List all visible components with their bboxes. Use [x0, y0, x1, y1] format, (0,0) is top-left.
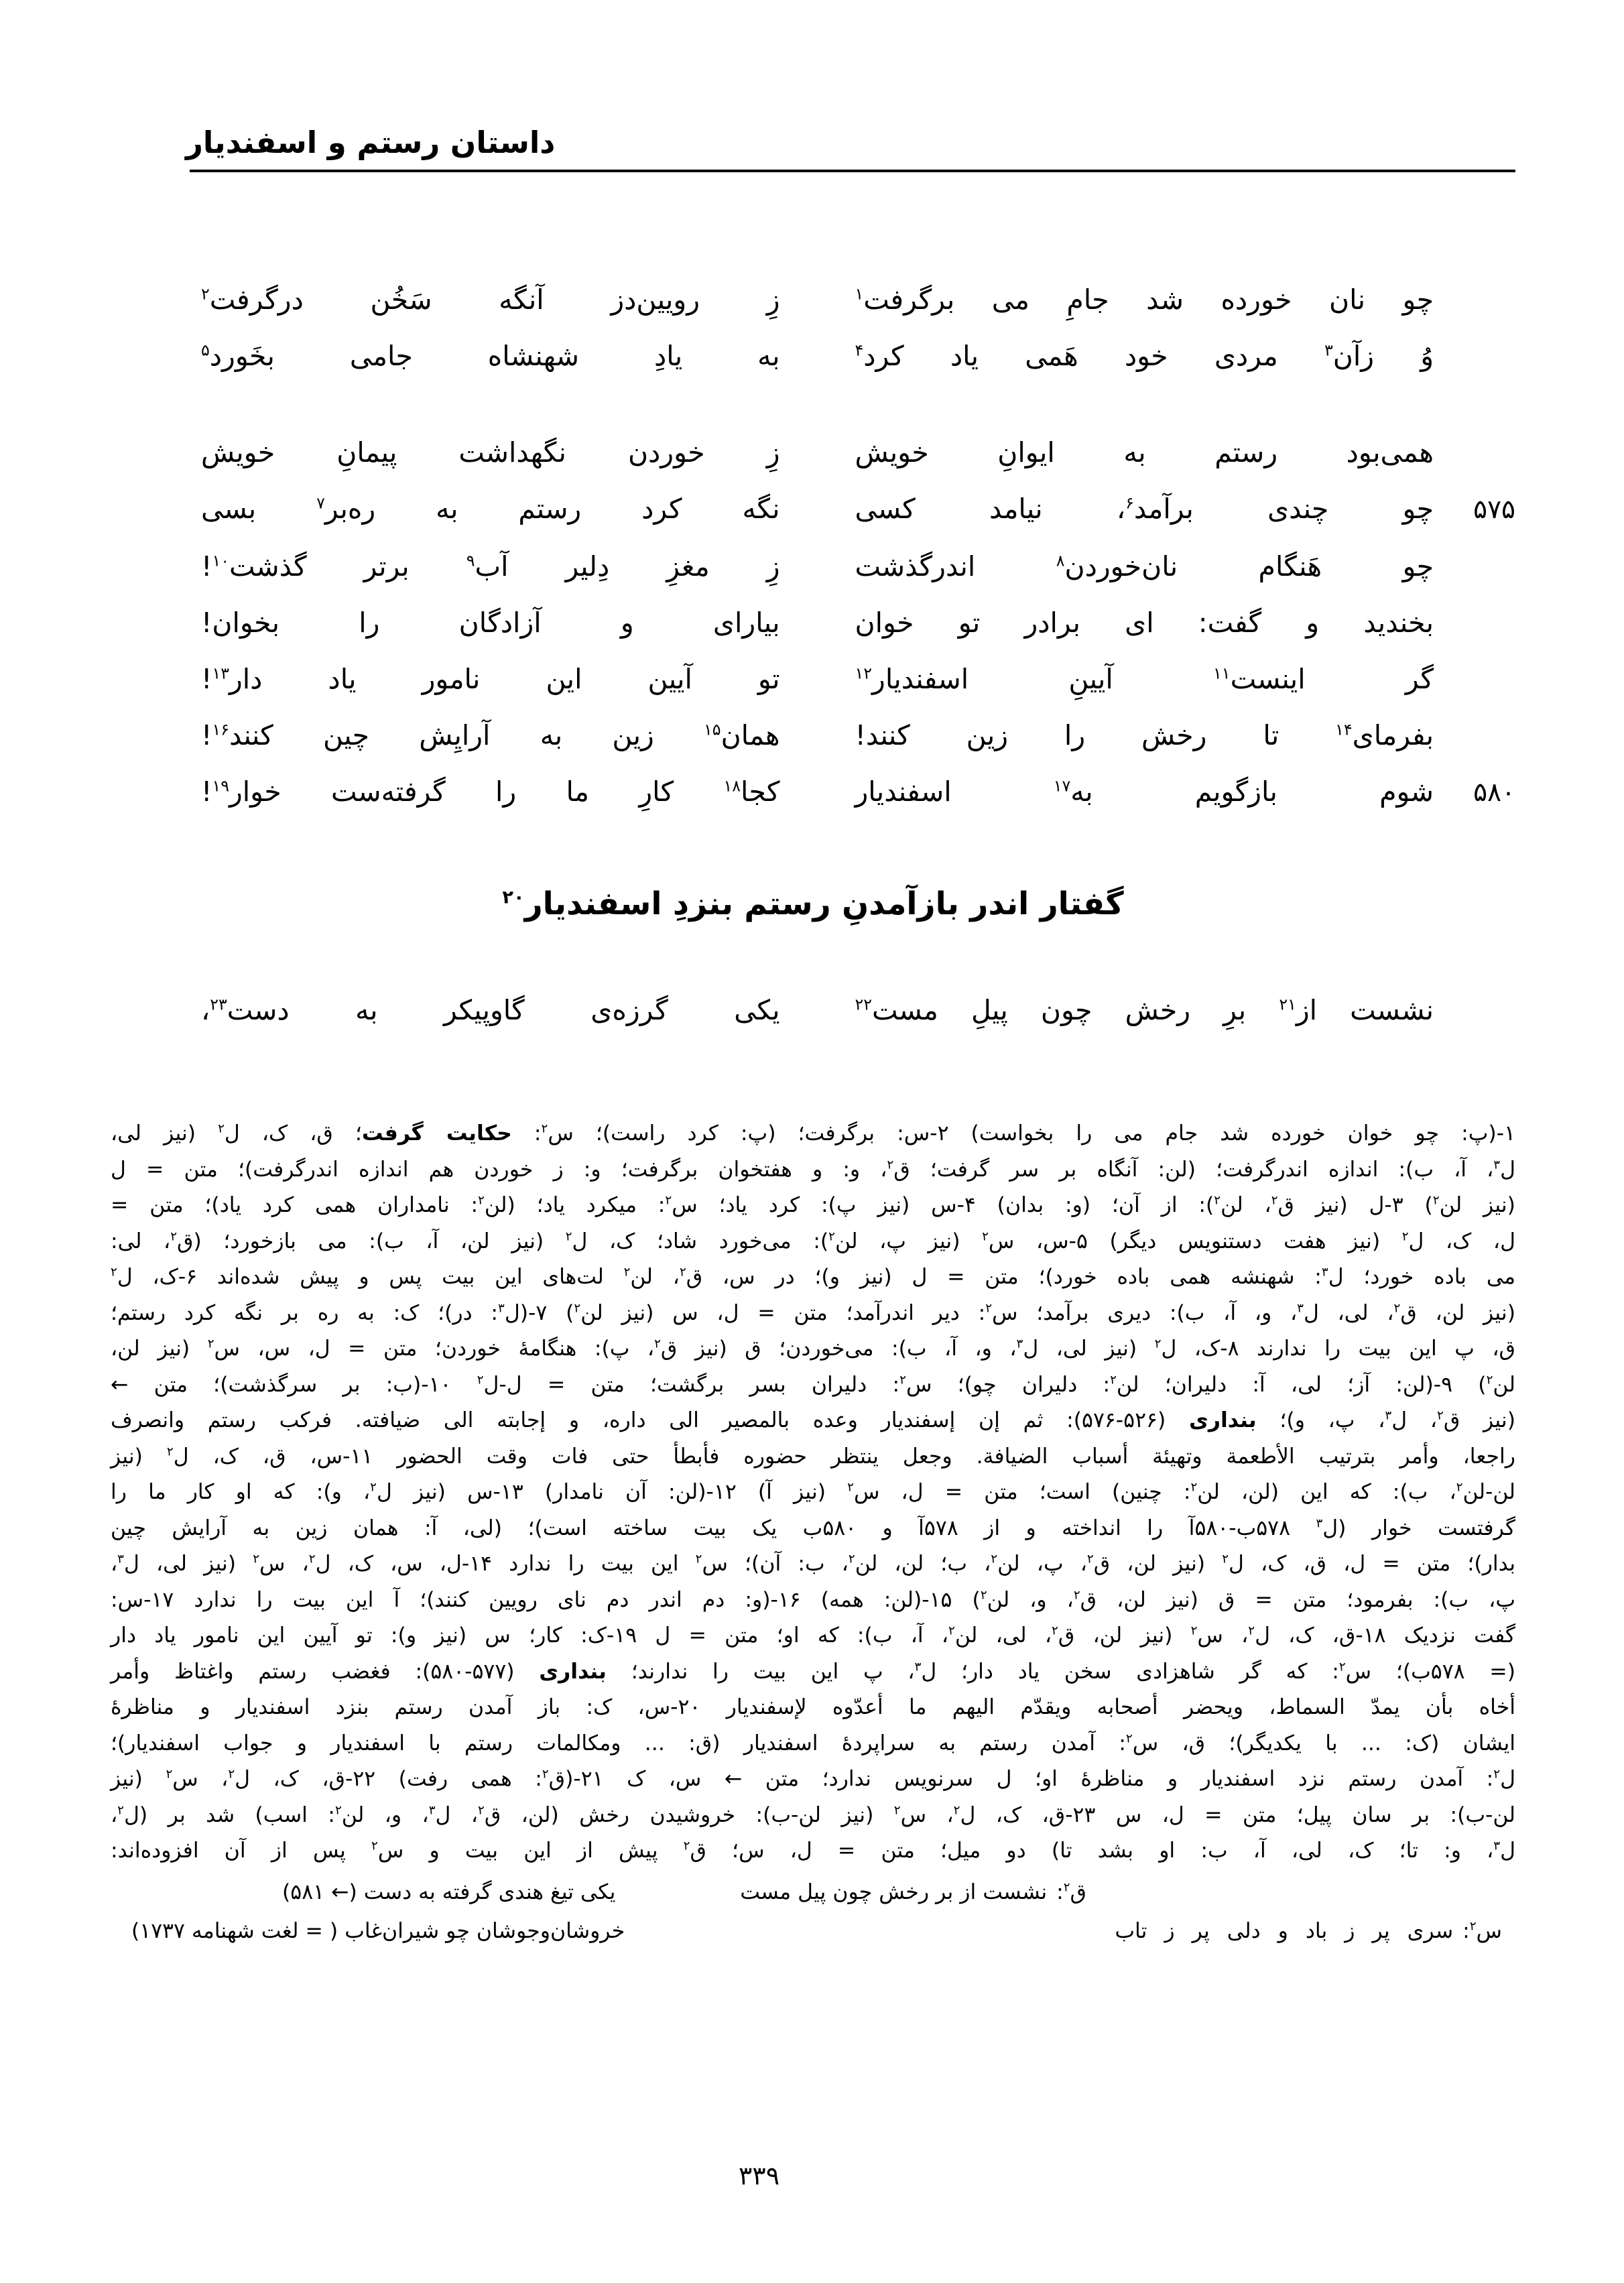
verse-row — [111, 538, 1515, 595]
hemistich-right: نشست از$^{۲۱}$ برِ رخش چون پیلِ مست$^{۲۲}$ — [855, 994, 1434, 1026]
footnotes-apparatus — [111, 1116, 1515, 1950]
footnote-line: می باده خورد؛ ل$^۳$: شهنشه همی باده خورد)؛ متن = ل (نیز و)؛ در س، ق$^۲$، لن$^۲$ لت‌های این بیت پس و پیش شده‌اند ۶-ک، ل$^۲$ — [111, 1265, 1515, 1289]
footnote-line: گفت نزدیک ۱۸-ق، ک، ل$^۲$، س$^۲$ (نیز لن، ق$^۲$، لی، لن$^۲$، آ، ب): که او؛ متن = ل ۱۹-ک: کار؛ س (نیز و): تو آیین این نامور یاد دار — [111, 1623, 1516, 1648]
footnote-line: (نیز ق$^۲$، ل$^۳$، پ، و)؛ بنداری (۵۲۶-۵۷۶): ثم إن إسفندیار وعده بالمصیر الی داره، و إجابته الی ضیافته. فرکب رستم وانصرف — [111, 1408, 1515, 1432]
running-head — [111, 125, 1515, 160]
verse-row — [111, 328, 1515, 384]
footnote-quote-row — [131, 1912, 1502, 1950]
footnote-line: ق، پ این بیت را ندارند ۸-ک، ل$^۲$ (نیز لی، ل$^۳$، و، آ، ب): می‌خوردن؛ ق (نیز ق$^۲$، پ): هنگامهٔ خوردن؛ متن = ل، س، س$^۲$ (نیز لن، — [111, 1337, 1515, 1361]
hemistich-left: نگه کرد رستم به ره‌بر$^۷$ بسی — [201, 493, 780, 525]
footnote-line: (= ۵۷۸ب)؛ س$^۲$: که گر شاهزادی سخن یاد دار؛ ل$^۳$، پ این بیت را ندارند؛ بنداری (۵۷۷-۵۸۰): فغضب رستم واغتاظ وأمر — [111, 1659, 1515, 1684]
hemistich-right: چو چندی برآمد$^۶$، نیامد کسی — [855, 493, 1434, 525]
hemistich-right: گر اینست$^{۱۱}$ آیینِ اسفندیار$^{۱۲}$ — [855, 663, 1434, 695]
quote-hemistich-left: یکی تیغ هندی گرفته به دست (← ۵۸۱) — [282, 1879, 616, 1904]
hemistich-left: زِ مغزِ دِلیر آب$^۹$ برتر گذشت$^{۱۰}$! — [201, 550, 780, 582]
hemistich-right: بخندید و گفت: ای برادر تو خوان — [855, 607, 1434, 639]
quote-hemistich-left: خروشان‌وجوشان چو شیران‌غاب ( = لغت شهنامه ۱۷۳۷) — [131, 1918, 625, 1943]
verse-row — [111, 707, 1515, 763]
page-content — [0, 125, 1624, 1950]
footnote-line: ایشان (ک: ... با یکدیگر)؛ ق، س$^۲$: آمدن رستم به سراپردهٔ اسفندیار (ق: ... ومکالمات رستم با اسفندیار و جواب اسفندیار)؛ — [111, 1731, 1516, 1755]
verse-block-1 — [111, 271, 1515, 384]
hemistich-right: چو هَنگام نان‌خوردن$^۸$ اندرگذشت — [855, 550, 1434, 582]
footnote-line: بدار)؛ متن = ل، ق، ک، ل$^۲$ (نیز لن، ق$^۲$، پ، لن$^۲$، ب؛ لن، لن$^۲$، ب: آن)؛ س$^۲$ این بیت را ندارد ۱۴-ل، س، ک، ل$^۲$، س$^۲$ (نیز لی، ل$^۳$، — [111, 1552, 1515, 1576]
hemistich-left: همان$^{۱۵}$ زین به آرایِش چین کنند$^{۱۶}$! — [201, 719, 780, 751]
footnote-line: ل$^۲$: آمدن رستم نزد اسفندیار و مناظرهٔ او؛ ل سرنویس ندارد؛ متن ← س، ک ۲۱-(ق$^۲$: همی رفت) ۲۲-ق، ک، ل$^۲$، س$^۲$ (نیز — [111, 1767, 1515, 1791]
verse-row — [111, 651, 1515, 707]
hemistich-left: تو آیین این نامور یاد دار$^{۱۳}$! — [201, 663, 780, 695]
verse-number: ۵۸۰ — [1473, 778, 1515, 808]
quote-siglum: س$^۲$: — [1462, 1918, 1502, 1943]
footnote-line: لن-لن$^۲$، ب): که این (لن، لن$^۲$: چنین) است؛ متن = ل، س$^۲$ (نیز آ) ۱۲-(لن: آن نامدار) ۱۳-س (نیز ل$^۲$، و): که او کار ما را — [111, 1480, 1516, 1504]
footnote-line: ل$^۳$، و: تا؛ ک، لی، آ، ب: او بشد تا) دو میل؛ متن = ل، س؛ ق$^۲$ پیش از این بیت و س$^۲$ پس از آن افزوده‌اند: — [111, 1839, 1515, 1863]
section-heading: گفتار اندر بازآمدنِ رستم بنزدِ اسفندیار$^{۲۰}$ — [502, 885, 1124, 922]
footnote-quote-row — [282, 1873, 1086, 1911]
footnote-line: لن$^۲$) ۹-(لن: آز؛ لی، آ: دلیران؛ لن$^۲$: دلیران چو)؛ س$^۲$: دلیران بسر برگشت؛ متن = ل-ل$^۲$ ۱۰-(ب: بر سرگذشت)؛ متن ← — [111, 1372, 1515, 1397]
footnote-line: ل$^۳$، آ، ب): اندازه اندرگرفت؛ (لن: آنگاه بر سر گرفت؛ ق$^۲$، و: و هفتخوان برگرفت؛ و: ز خوردن هم اندازه اندرگرفت)؛ متن = ل — [111, 1157, 1515, 1182]
verse-number: ۵۷۵ — [1473, 495, 1515, 525]
page-number: ۳۳۹ — [738, 2161, 780, 2191]
verse-row — [111, 763, 1515, 821]
quote-hemistich-right: سری پر ز باد و دلی پر ز تاب — [1115, 1918, 1454, 1943]
footnote-line: ل، ک، ل$^۲$ (نیز هفت دستنویس دیگر) ۵-س، س$^۲$ (نیز پ، لن$^۲$): می‌خورد شاد؛ ک، ل$^۲$ (نیز لن، آ، ب): می بازخورد؛ (ق$^۲$، لی: — [111, 1229, 1515, 1253]
hemistich-right: وُ زآن$^۳$ مردی خود هَمی یاد کرد$^۴$ — [855, 340, 1434, 372]
hemistich-left: بیارای و آزادگان را بخوان! — [201, 607, 780, 639]
verse-block-2 — [111, 424, 1515, 821]
hemistich-left: به یادِ شهنشاه جامی بخَورد$^۵$ — [201, 340, 780, 372]
verse-row — [111, 982, 1515, 1038]
footnote-line: (نیز لن$^۲$) ۳-ل (نیز ق$^۲$، لن$^۲$): از آن؛ (و: بدان) ۴-س (نیز پ): کرد یاد؛ س$^۲$: میکرد یاد؛ (لن$^۲$: نامداران همی کرد یاد)؛ متن = — [111, 1193, 1515, 1217]
footnote-line: (نیز لن، ق$^۲$، لی، ل$^۳$، و، آ، ب): دیری برآمد؛ س$^۲$: دیر اندرآمد؛ متن = ل، س (نیز لن$^۲$) ۷-(ل$^۳$: در)؛ ک: به ره بر نگه کرد رستم؛ — [111, 1300, 1515, 1325]
hemistich-right: بفرمای$^{۱۴}$ تا رخش را زین کنند! — [855, 719, 1434, 751]
footnote-line: راجعا، وأمر بترتیب الأطعمة وتهیئة أسباب الضیافة. وجعل ینتظر حضوره فأبطأ حتی فات وقت الحضور ۱۱-س، ق، ک، ل$^۲$ (نیز — [111, 1444, 1515, 1469]
verse-row — [111, 424, 1515, 481]
hemistich-right: چو نان خورده شد جامِ می برگرفت$^۱$ — [855, 284, 1434, 316]
header-rule — [190, 170, 1515, 172]
quote-hemistich-right: نشست از بر رخش چون پیل مست — [740, 1879, 1048, 1904]
verse-row — [111, 271, 1515, 328]
verse-row — [111, 595, 1515, 651]
hemistich-left: کجا$^{۱۸}$ کارِ ما را گرفته‌ست خوار$^{۱۹}$! — [201, 776, 780, 808]
footnote-line: گرفتست خوار (ل$^۳$ ۵۷۸ب-۵۸۰آ را انداخته و از ۵۷۸آ و ۵۸۰ب یک بیت ساخته است)؛ (لی، آ: همان زین به آرایش چین — [111, 1516, 1515, 1540]
hemistich-left: زِ خوردن نگهداشت پیمانِ خویش — [201, 436, 780, 469]
footnote-line: أخاه بأن یمدّ السماط، ویحضر أصحابه ویقدّم الیهم ما أعدّوه لإسفندیار ۲۰-س، ک: باز آمدن رستم بنزد اسفندیار و مناظرهٔ — [111, 1695, 1515, 1719]
hemistich-right: شوم بازگویم به$^{۱۷}$ اسفندیار — [855, 776, 1434, 808]
hemistich-left: زِ رویین‌دز آنگه سَخُن درگرفت$^۲$ — [201, 284, 780, 316]
book-page — [0, 125, 1624, 2283]
page-header-title: داستان رستم و اسفندیار — [186, 125, 556, 160]
verse-block-3 — [111, 982, 1515, 1038]
footnote-line: پ، ب): بفرمود؛ متن = ق (نیز لن، ق$^۲$، و، لن$^۲$) ۱۵-(لن: همه) ۱۶-(و: دم اندر دم نای رویین کنند)؛ آ این بیت را ندارد ۱۷-س: — [111, 1587, 1515, 1612]
quote-siglum: ق$^۲$: — [1056, 1879, 1086, 1904]
verse-row — [111, 481, 1515, 538]
hemistich-right: همی‌بود رستم به ایوانِ خویش — [855, 436, 1434, 469]
hemistich-left: یکی گرزه‌ی گاوپیکر به دست$^{۲۳}$، — [201, 994, 780, 1026]
footnote-line: ۱-(پ: چو خوان خورده شد جام می را بخواست) ۲-س: برگرفت؛ (پ: کرد راست)؛ س$^۲$: حکایت گرفت؛ ق، ک، ل$^۲$ (نیز لی، — [111, 1121, 1516, 1146]
footnote-line: لن-ب): بر سان پیل؛ متن = ل، س ۲۳-ق، ک، ل$^۲$، س$^۲$ (نیز لن-ب): خروشیدن رخش (لن، ق$^۲$، ل$^۳$، و، لن$^۲$: اسب) شد بر (ل$^۲$، — [111, 1802, 1515, 1827]
